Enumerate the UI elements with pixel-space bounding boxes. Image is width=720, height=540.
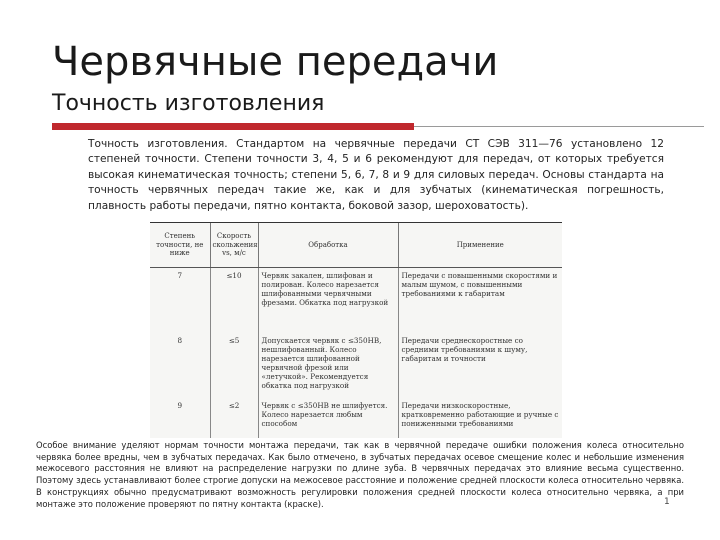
column-header-application: Применение bbox=[398, 223, 562, 268]
speed-cell: ≤5 bbox=[210, 333, 258, 398]
table-header-row bbox=[150, 223, 562, 268]
slide-subtitle: Точность изготовления bbox=[52, 91, 325, 116]
mounting-accuracy-paragraph: Особое внимание уделяют нормам точности монтажа передачи, так как в червячной передаче ошибки положения колеса относительно червяка более вредны, чем в зубчатых передачах. Как было отмечено, в зубчатых передачах осевое смещение колес и небольшие изменения межосевого расстояния не влияют на распределение нагрузки по длине зуба. В червячных передачах это влияние весьма существенно. Поэтому здесь устанавливают более строгие допуски на межосевое расстояние и положение средней плоскости колеса относительно червяка. В конструкциях обычно предусматривают возможность регулировки положения средней плоскости колеса относительно червяка, а при монтаже это положение проверяют по пятну контакта (краске). bbox=[36, 440, 684, 509]
grade-cell: 9 bbox=[177, 401, 183, 410]
table-row bbox=[150, 268, 562, 334]
processing-cell: Допускается червяк с ≤350НВ, нешлифованный. Колесо нарезается шлифованной червячной фрезой или «летучкой». Рекомендуется обкатка под нагрузкой bbox=[258, 333, 398, 398]
table-row bbox=[150, 333, 562, 398]
accuracy-table-image bbox=[150, 222, 562, 438]
speed-cell: ≤10 bbox=[210, 268, 258, 334]
table-row bbox=[150, 398, 562, 438]
title-divider-line bbox=[414, 126, 704, 127]
application-cell: Передачи низкоскоростные, кратковременно работающие и ручные с пониженными требованиями bbox=[398, 398, 562, 438]
processing-cell: Червяк закален, шлифован и полирован. Колесо нарезается шлифованными червячными фрезами. Обкатка под нагрузкой bbox=[258, 268, 398, 334]
application-cell: Передачи среднескоростные со средними требованиями к шуму, габаритам и точности bbox=[398, 333, 562, 398]
speed-cell: ≤2 bbox=[210, 398, 258, 438]
column-header-grade: Степень точности, не ниже bbox=[150, 223, 210, 268]
column-header-speed: Скорость скольжения vs, м/с bbox=[210, 223, 258, 268]
page-number: 1 bbox=[664, 497, 670, 507]
slide-title: Червячные передачи bbox=[52, 39, 499, 85]
application-cell: Передачи с повышенными скоростями и малым шумом, с повышенными требованиями к габаритам bbox=[398, 268, 562, 334]
title-accent-rule bbox=[52, 123, 414, 130]
processing-cell: Червяк с ≤350НВ не шлифуется. Колесо нарезается любым способом bbox=[258, 398, 398, 438]
intro-paragraph: Точность изготовления. Стандартом на червячные передачи СТ СЭВ 311—76 установлено 12 степеней точности. Степени точности 3, 4, 5 и 6 рекомендуют для передач, от которых требуется высокая кинематическая точность; степени 5, 6, 7, 8 и 9 для силовых передач. Основы стандарта на точность червячных передач такие же, как и для зубчатых (кинематическая погрешность, плавность работы передачи, пятно контакта, боковой зазор, шероховатость). bbox=[88, 138, 664, 212]
accuracy-table bbox=[150, 222, 562, 438]
grade-cell: 7 bbox=[177, 271, 183, 280]
grade-cell: 8 bbox=[177, 336, 183, 345]
column-header-processing: Обработка bbox=[258, 223, 398, 268]
